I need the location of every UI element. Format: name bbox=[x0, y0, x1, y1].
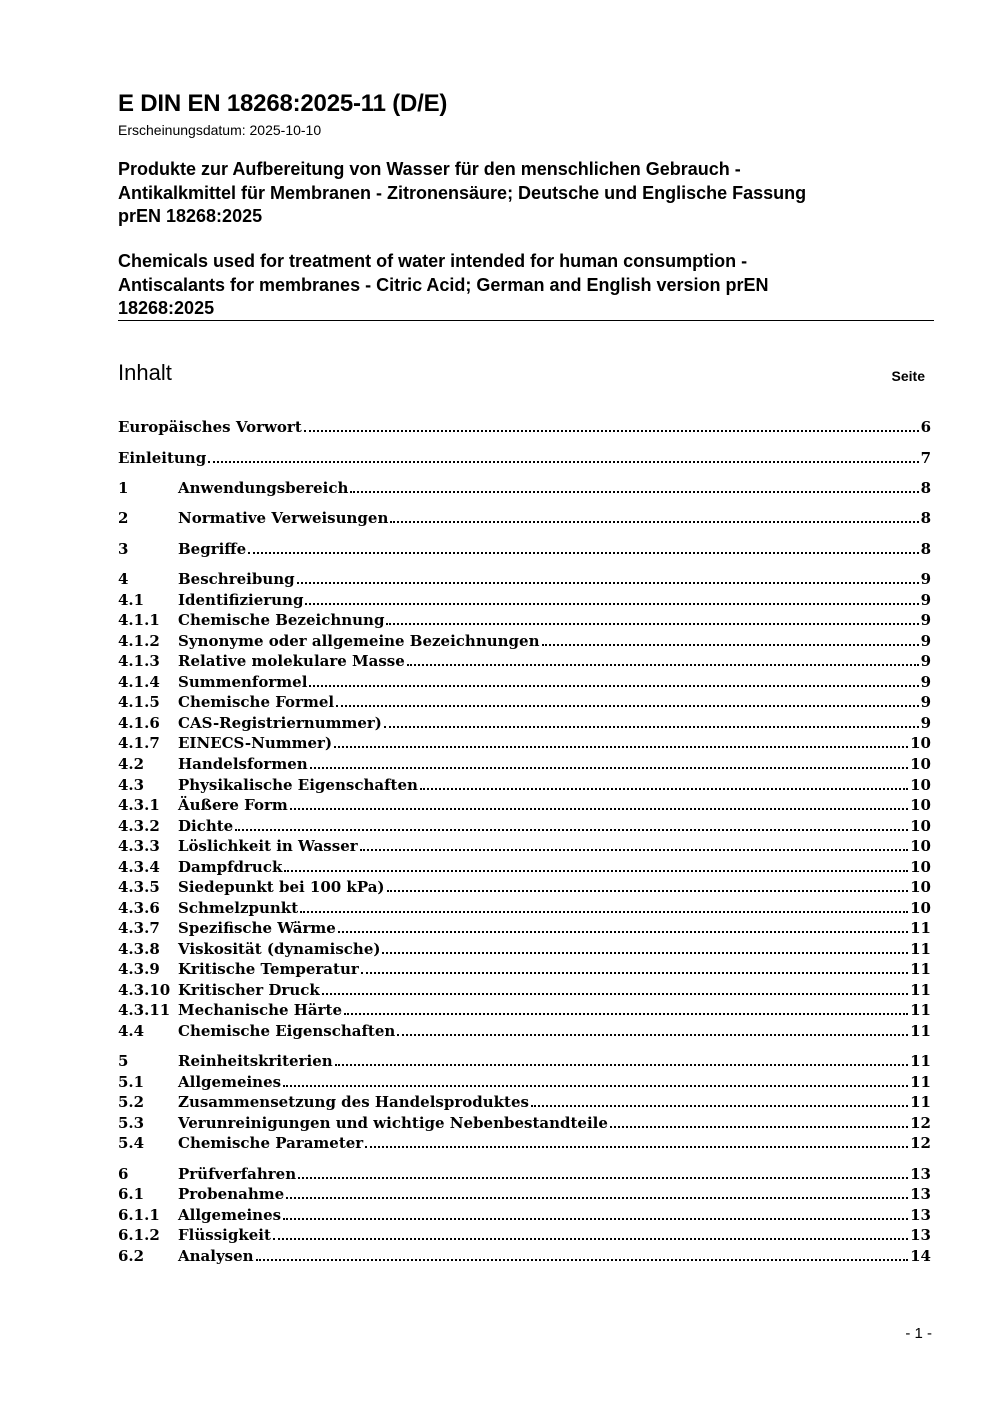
toc-entry-page: 9 bbox=[920, 632, 931, 650]
toc-dot-leader bbox=[407, 654, 919, 666]
title-divider bbox=[118, 320, 934, 321]
toc-entry[interactable] bbox=[118, 857, 931, 877]
toc-entry-number: 4.3.6 bbox=[118, 899, 160, 917]
toc-entry-number: 4.3 bbox=[118, 776, 145, 794]
toc-entry-title: Allgemeines bbox=[178, 1073, 282, 1091]
toc-entry-title: Summenformel bbox=[178, 673, 308, 691]
toc-entry[interactable] bbox=[118, 775, 931, 795]
toc-entry-number: 5.4 bbox=[118, 1134, 145, 1152]
title-german-line: Antikalkmittel für Membranen - Zitronensäure; Deutsche und Englische Fassung bbox=[118, 182, 807, 203]
toc-dot-leader bbox=[273, 1228, 908, 1240]
toc-entry-number: 4.1.4 bbox=[118, 673, 160, 691]
toc-entry-page: 11 bbox=[910, 1001, 931, 1019]
toc-entry-title: Normative Verweisungen bbox=[178, 509, 389, 527]
title-english-line: Antiscalants for membranes - Citric Acid; German and English version prEN bbox=[118, 274, 769, 295]
toc-entry-number: 4 bbox=[118, 570, 129, 588]
toc-dot-leader bbox=[365, 1136, 908, 1148]
toc-entry-number: 1 bbox=[118, 479, 129, 497]
toc-entry-title: Physikalische Eigenschaften bbox=[178, 776, 418, 794]
toc-entry-number: 4.1 bbox=[118, 591, 145, 609]
toc-entry[interactable] bbox=[118, 980, 931, 1000]
toc-entry-page: 10 bbox=[910, 837, 931, 855]
toc-entry-number: 4.3.5 bbox=[118, 878, 160, 896]
toc-entry-number: 4.3.3 bbox=[118, 837, 160, 855]
toc-entry[interactable] bbox=[118, 733, 931, 753]
toc-entry-number: 4.3.1 bbox=[118, 796, 160, 814]
toc-entry-number: 4.3.11 bbox=[118, 1001, 171, 1019]
toc-entry-number: 4.1.6 bbox=[118, 714, 160, 732]
toc-entry-number: 5.2 bbox=[118, 1093, 145, 1111]
toc-entry[interactable] bbox=[118, 1246, 931, 1266]
toc-entry[interactable] bbox=[118, 1164, 931, 1184]
toc-entry-page: 8 bbox=[920, 509, 931, 527]
toc-entry-title: Allgemeines bbox=[178, 1206, 282, 1224]
toc-dot-leader bbox=[531, 1095, 908, 1107]
toc-entry-number: 4.3.2 bbox=[118, 817, 160, 835]
toc-entry-title: Beschreibung bbox=[178, 570, 295, 588]
toc-entry-page: 9 bbox=[920, 714, 931, 732]
toc-entry-title: Europäisches Vorwort bbox=[118, 418, 302, 436]
title-english-line: Chemicals used for treatment of water intended for human consumption - bbox=[118, 251, 748, 271]
toc-entry-title: Identifizierung bbox=[178, 591, 304, 609]
toc-entry-page: 10 bbox=[910, 899, 931, 917]
toc-dot-leader bbox=[390, 511, 918, 523]
toc-dot-leader bbox=[309, 675, 918, 687]
toc-dot-leader bbox=[284, 860, 908, 872]
toc-entry-number: 5 bbox=[118, 1052, 129, 1070]
toc-entry-number: 4.1.3 bbox=[118, 652, 160, 670]
toc-entry-page: 12 bbox=[910, 1134, 931, 1152]
toc-entry[interactable] bbox=[118, 448, 931, 468]
toc-dot-leader bbox=[286, 1187, 908, 1199]
toc-entry-page: 10 bbox=[910, 796, 931, 814]
toc-entry-number: 5.3 bbox=[118, 1114, 145, 1132]
toc-entry-number: 6.1.1 bbox=[118, 1206, 160, 1224]
toc-entry[interactable] bbox=[118, 1072, 931, 1092]
toc-entry-number: 6.2 bbox=[118, 1247, 145, 1265]
toc-dot-leader bbox=[283, 1075, 908, 1087]
toc-entry[interactable] bbox=[118, 918, 931, 938]
toc-dot-leader bbox=[235, 819, 908, 831]
toc-entry-page: 9 bbox=[920, 591, 931, 609]
toc-entry-number: 4.3.10 bbox=[118, 981, 171, 999]
toc-entry-title: Relative molekulare Masse bbox=[178, 652, 405, 670]
toc-entry-page: 11 bbox=[910, 960, 931, 978]
toc-entry-number: 4.2 bbox=[118, 755, 145, 773]
toc-entry-page: 9 bbox=[920, 611, 931, 629]
toc-entry-title: Verunreinigungen und wichtige Nebenbestandteile bbox=[178, 1114, 608, 1132]
toc-entry-title: Mechanische Härte bbox=[178, 1001, 343, 1019]
toc-entry-page: 8 bbox=[920, 540, 931, 558]
toc-dot-leader bbox=[304, 420, 919, 432]
toc-entry-number: 3 bbox=[118, 540, 129, 558]
toc-entry-number: 4.1.7 bbox=[118, 734, 160, 752]
toc-entry-page: 13 bbox=[910, 1165, 931, 1183]
toc-entry-title: Handelsformen bbox=[178, 755, 308, 773]
toc-entry-page: 7 bbox=[920, 449, 931, 467]
toc-entry-title: CAS-Registriernummer) bbox=[178, 714, 382, 732]
toc-entry-title: Löslichkeit in Wasser bbox=[178, 837, 358, 855]
toc-entry-number: 4.3.9 bbox=[118, 960, 160, 978]
toc-entry-title: Zusammensetzung des Handelsproduktes bbox=[178, 1093, 529, 1111]
toc-entry[interactable] bbox=[118, 898, 931, 918]
toc-entry-page: 12 bbox=[910, 1114, 931, 1132]
toc-entry-title: Chemische Parameter bbox=[178, 1134, 364, 1152]
toc-entry[interactable] bbox=[118, 478, 931, 498]
toc-entry-page: 11 bbox=[910, 940, 931, 958]
toc-entry-page: 13 bbox=[910, 1206, 931, 1224]
toc-entry[interactable] bbox=[118, 1092, 931, 1112]
toc-dot-leader bbox=[361, 962, 908, 974]
toc-dot-leader bbox=[397, 1024, 908, 1036]
toc-entry[interactable] bbox=[118, 508, 931, 528]
toc-entry[interactable] bbox=[118, 1225, 931, 1245]
toc-dot-leader bbox=[256, 1249, 909, 1261]
toc-entry-page: 9 bbox=[920, 693, 931, 711]
toc-entry[interactable] bbox=[118, 569, 931, 589]
toc-entry[interactable] bbox=[118, 1021, 931, 1041]
toc-entry-number: 6 bbox=[118, 1165, 129, 1183]
title-english-line: 18268:2025 bbox=[118, 298, 215, 318]
toc-dot-leader bbox=[300, 901, 908, 913]
toc-entry-page: 11 bbox=[910, 919, 931, 937]
toc-entry-title: Begriffe bbox=[178, 540, 247, 558]
toc-dot-leader bbox=[322, 983, 908, 995]
toc-entry-title: Siedepunkt bei 100 kPa) bbox=[178, 878, 385, 896]
toc-dot-leader bbox=[283, 1208, 908, 1220]
document-id: E DIN EN 18268:2025-11 (D/E) bbox=[118, 90, 448, 117]
toc-entry-page: 8 bbox=[920, 479, 931, 497]
toc-entry-title: Viskosität (dynamische) bbox=[178, 940, 381, 958]
toc-entry-page: 13 bbox=[910, 1185, 931, 1203]
toc-entry[interactable] bbox=[118, 651, 931, 671]
toc-entry-page: 10 bbox=[910, 734, 931, 752]
toc-dot-leader bbox=[297, 572, 919, 584]
toc-entry-page: 10 bbox=[910, 755, 931, 773]
toc-entry-title: Probenahme bbox=[178, 1185, 285, 1203]
toc-dot-leader bbox=[384, 716, 919, 728]
toc-entry-page: 11 bbox=[910, 1093, 931, 1111]
title-german-line: prEN 18268:2025 bbox=[118, 206, 263, 226]
toc-entry-title: Synonyme oder allgemeine Bezeichnungen bbox=[178, 632, 540, 650]
toc-entry-page: 11 bbox=[910, 1073, 931, 1091]
toc-entry-number: 4.1.5 bbox=[118, 693, 160, 711]
toc-entry[interactable] bbox=[118, 959, 931, 979]
toc-entry-title: Schmelzpunkt bbox=[178, 899, 299, 917]
toc-dot-leader bbox=[298, 1167, 908, 1179]
toc-entry[interactable] bbox=[118, 590, 931, 610]
toc-entry-number: 4.4 bbox=[118, 1022, 145, 1040]
toc-entry-title: Flüssigkeit bbox=[178, 1226, 271, 1244]
toc-entry-title: Chemische Formel bbox=[178, 693, 335, 711]
toc-entry[interactable] bbox=[118, 877, 931, 897]
toc-entry-page: 6 bbox=[920, 418, 931, 436]
toc-entry-page: 13 bbox=[910, 1226, 931, 1244]
toc-entry[interactable] bbox=[118, 816, 931, 836]
toc-entry-title: Anwendungsbereich bbox=[178, 479, 349, 497]
toc-dot-leader bbox=[335, 1054, 908, 1066]
toc-entry-title: Kritische Temperatur bbox=[178, 960, 359, 978]
toc-entry[interactable] bbox=[118, 1133, 931, 1153]
toc-entry-page: 9 bbox=[920, 652, 931, 670]
toc-entry-page: 14 bbox=[910, 1247, 931, 1265]
toc-entry-page: 10 bbox=[910, 858, 931, 876]
toc-entry-page: 10 bbox=[910, 817, 931, 835]
toc-entry-page: 9 bbox=[920, 570, 931, 588]
page-number: - 1 - bbox=[905, 1325, 932, 1342]
toc-entry[interactable] bbox=[118, 795, 931, 815]
toc-entry[interactable] bbox=[118, 1051, 931, 1071]
toc-entry-title: Reinheitskriterien bbox=[178, 1052, 333, 1070]
toc-entry-page: 10 bbox=[910, 776, 931, 794]
toc-entry-number: 4.3.7 bbox=[118, 919, 160, 937]
toc-entry[interactable] bbox=[118, 1113, 931, 1133]
toc-entry-title: Einleitung bbox=[118, 449, 207, 467]
toc-entry-title: Prüfverfahren bbox=[178, 1165, 297, 1183]
toc-entry-page: 9 bbox=[920, 673, 931, 691]
toc-dot-leader bbox=[360, 839, 908, 851]
toc-heading: Inhalt bbox=[118, 360, 172, 385]
toc-entry[interactable] bbox=[118, 672, 931, 692]
toc-entry-page: 11 bbox=[910, 1022, 931, 1040]
toc-dot-leader bbox=[338, 921, 908, 933]
toc-entry-number: 4.1.1 bbox=[118, 611, 160, 629]
toc-dot-leader bbox=[334, 736, 908, 748]
toc-dot-leader bbox=[310, 757, 908, 769]
toc-dot-leader bbox=[610, 1116, 908, 1128]
toc-entry-number: 4.3.4 bbox=[118, 858, 160, 876]
toc-entry-title: Äußere Form bbox=[178, 796, 288, 814]
toc-entry[interactable] bbox=[118, 631, 931, 651]
toc-entry-page: 11 bbox=[910, 981, 931, 999]
toc-entry-title: Dampfdruck bbox=[178, 858, 283, 876]
toc-entry[interactable] bbox=[118, 692, 931, 712]
toc-entry-title: Dichte bbox=[178, 817, 234, 835]
toc-dot-leader bbox=[420, 778, 908, 790]
toc-entry[interactable] bbox=[118, 539, 931, 559]
toc-entry-number: 5.1 bbox=[118, 1073, 145, 1091]
toc-entry-title: Chemische Bezeichnung bbox=[178, 611, 385, 629]
toc-dot-leader bbox=[382, 942, 908, 954]
toc-entry[interactable] bbox=[118, 417, 931, 437]
toc-entry[interactable] bbox=[118, 836, 931, 856]
toc-dot-leader bbox=[542, 634, 919, 646]
toc-entry-number: 4.3.8 bbox=[118, 940, 160, 958]
toc-entry-number: 2 bbox=[118, 509, 129, 527]
toc-entry[interactable] bbox=[118, 939, 931, 959]
toc-entry-number: 6.1 bbox=[118, 1185, 145, 1203]
title-english bbox=[118, 250, 918, 321]
toc-dot-leader bbox=[290, 798, 908, 810]
toc-entry-page: 11 bbox=[910, 1052, 931, 1070]
toc-dot-leader bbox=[336, 695, 919, 707]
toc-dot-leader bbox=[208, 451, 918, 463]
toc-dot-leader bbox=[248, 542, 918, 554]
toc-entry[interactable] bbox=[118, 1205, 931, 1225]
toc-entry-title: Chemische Eigenschaften bbox=[178, 1022, 396, 1040]
toc-dot-leader bbox=[387, 880, 909, 892]
toc-entry[interactable] bbox=[118, 1000, 931, 1020]
toc-entry-title: Analysen bbox=[178, 1247, 254, 1265]
toc-entry-number: 6.1.2 bbox=[118, 1226, 160, 1244]
publication-date: Erscheinungsdatum: 2025-10-10 bbox=[118, 122, 322, 138]
title-german-line: Produkte zur Aufbereitung von Wasser für den menschlichen Gebrauch - bbox=[118, 159, 741, 179]
toc-entry[interactable] bbox=[118, 610, 931, 630]
toc-entry-title: EINECS-Nummer) bbox=[178, 734, 333, 752]
title-german bbox=[118, 158, 918, 229]
toc-page-column-label: Seite bbox=[891, 368, 925, 384]
toc-entry[interactable] bbox=[118, 1184, 931, 1204]
toc-entry[interactable] bbox=[118, 754, 931, 774]
toc-dot-leader bbox=[386, 613, 918, 625]
toc-dot-leader bbox=[305, 593, 918, 605]
toc-dot-leader bbox=[350, 481, 918, 493]
toc-entry-number: 4.1.2 bbox=[118, 632, 160, 650]
toc-entry-title: Spezifische Wärme bbox=[178, 919, 336, 937]
toc-entry-page: 10 bbox=[910, 878, 931, 896]
toc-entry[interactable] bbox=[118, 713, 931, 733]
toc-entry-title: Kritischer Druck bbox=[178, 981, 320, 999]
toc-dot-leader bbox=[344, 1003, 908, 1015]
